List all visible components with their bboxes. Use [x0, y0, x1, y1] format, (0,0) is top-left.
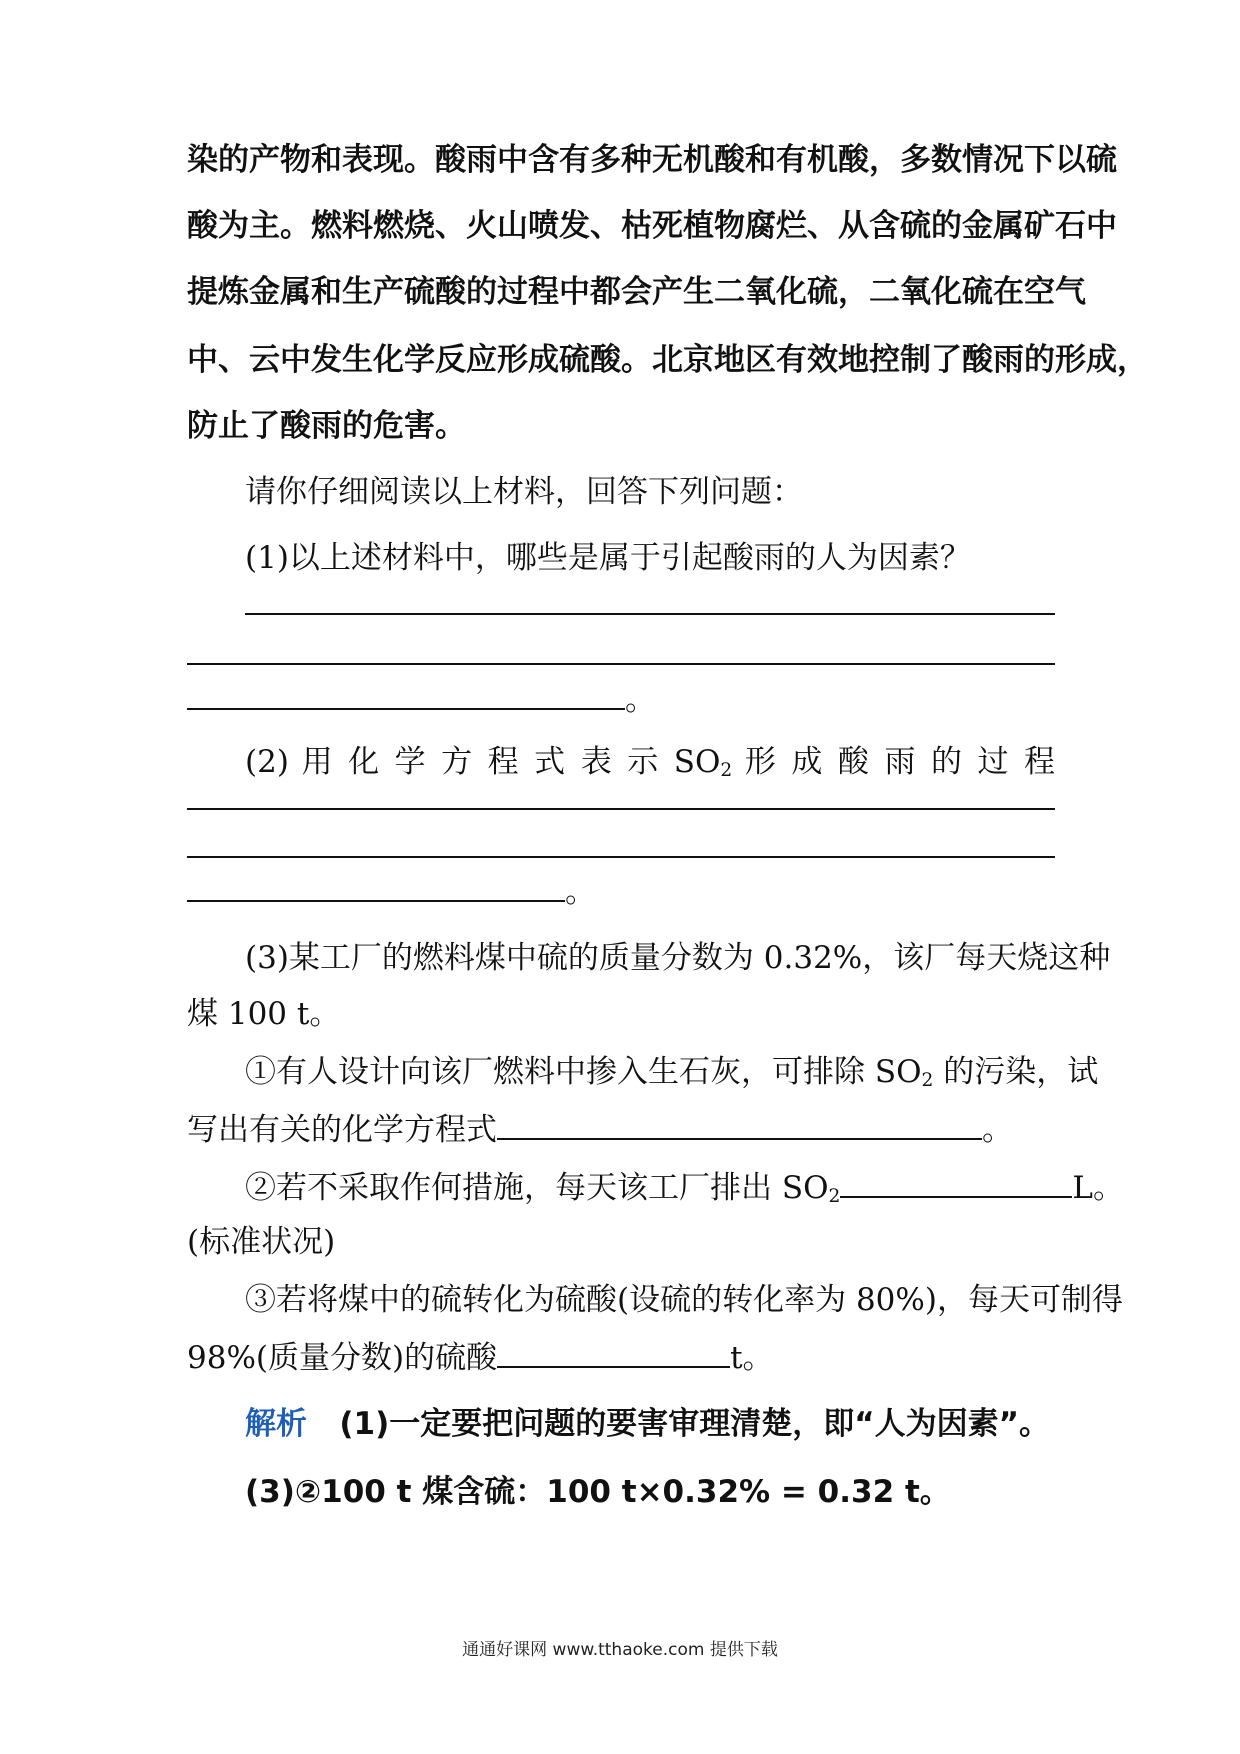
q3-item1-period: 。	[982, 1112, 1013, 1148]
question-2	[245, 742, 1055, 791]
question-1: (1)以上述材料中，哪些是属于引起酸雨的人为因素？	[245, 540, 971, 576]
question-3-item-1-line-1	[245, 1052, 1099, 1101]
passage-line-2: 酸为主。燃料燃烧、火山喷发、枯死植物腐烂、从含硫的金属矿石中	[187, 208, 1117, 244]
analysis-text-1: (1)一定要把问题的要害审理清楚，即“人为因素”。	[339, 1406, 1051, 1442]
q3-item1-text-2: 写出有关的化学方程式	[187, 1112, 497, 1148]
question-3-item-3-line-1: ③若将煤中的硫转化为硫酸(设硫的转化率为 80%)，每天可制得	[245, 1282, 1123, 1318]
passage-line-5: 防止了酸雨的危害。	[187, 408, 466, 444]
analysis-label: 解析	[245, 1406, 307, 1442]
q3-item2-text: ②若不采取作何措施，每天该工厂排出 SO	[245, 1170, 829, 1206]
answer-blank-q2	[187, 870, 565, 902]
question-prompt: 请你仔细阅读以上材料，回答下列问题：	[245, 474, 803, 510]
q2-text-b: 形 成 酸 雨 的 过 程	[732, 744, 1055, 780]
q3-item3-text-2: 98%(质量分数)的硫酸	[187, 1340, 498, 1376]
q2-sub: 2	[720, 760, 733, 781]
question-3-line-2: 煤 100 t。	[187, 996, 341, 1032]
q3-item3-unit: t。	[730, 1340, 774, 1376]
q3-item1-text: ①有人设计向该厂燃料中掺入生石灰，可排除 SO	[245, 1054, 922, 1090]
q3-item2-unit: L。	[1072, 1170, 1124, 1206]
q3-item1-text-b: 的污染，试	[933, 1054, 1099, 1090]
answer-line-q2-2	[187, 856, 1055, 858]
answer-blank-q1	[187, 678, 625, 710]
answer-blank-q3-3	[497, 1336, 730, 1368]
q3-item1-sub: 2	[921, 1070, 934, 1091]
answer-line-q1-1	[245, 613, 1055, 615]
q2-period: 。	[565, 874, 596, 910]
passage-line-4: 中、云中发生化学反应形成硫酸。北京地区有效地控制了酸雨的形成，	[187, 342, 1148, 378]
passage-line-3: 提炼金属和生产硫酸的过程中都会产生二氧化硫，二氧化硫在空气	[187, 274, 1086, 310]
q3-item2-sub: 2	[828, 1186, 841, 1207]
answer-line-q2-1	[187, 808, 1055, 810]
answer-blank-q3-2	[840, 1166, 1072, 1198]
question-3-line-1: (3)某工厂的燃料煤中硫的质量分数为 0.32%，该厂每天烧这种	[245, 940, 1111, 976]
passage-line-1: 染的产物和表现。酸雨中含有多种无机酸和有机酸，多数情况下以硫	[187, 142, 1117, 178]
q1-period: 。	[625, 682, 656, 718]
question-3-item-2-line-2: (标准状况)	[187, 1224, 336, 1260]
page-footer: 通通好课网 www.tthaoke.com 提供下载	[462, 1640, 778, 1660]
question-3-item-3-line-2	[187, 1336, 1055, 1378]
question-3-item-1-line-2	[187, 1108, 1055, 1150]
answer-line-q1-3	[187, 678, 1055, 720]
analysis-line-1	[245, 1404, 1055, 1444]
question-3-item-2-line-1	[245, 1166, 1124, 1217]
answer-line-q1-2	[187, 663, 1055, 665]
answer-line-q2-3	[187, 870, 1055, 912]
analysis-line-2: (3)②100 t 煤含硫：100 t×0.32% = 0.32 t。	[245, 1474, 951, 1510]
answer-blank-q3-1	[497, 1108, 982, 1140]
q2-text-a: (2) 用 化 学 方 程 式 表 示 SO	[245, 744, 721, 780]
